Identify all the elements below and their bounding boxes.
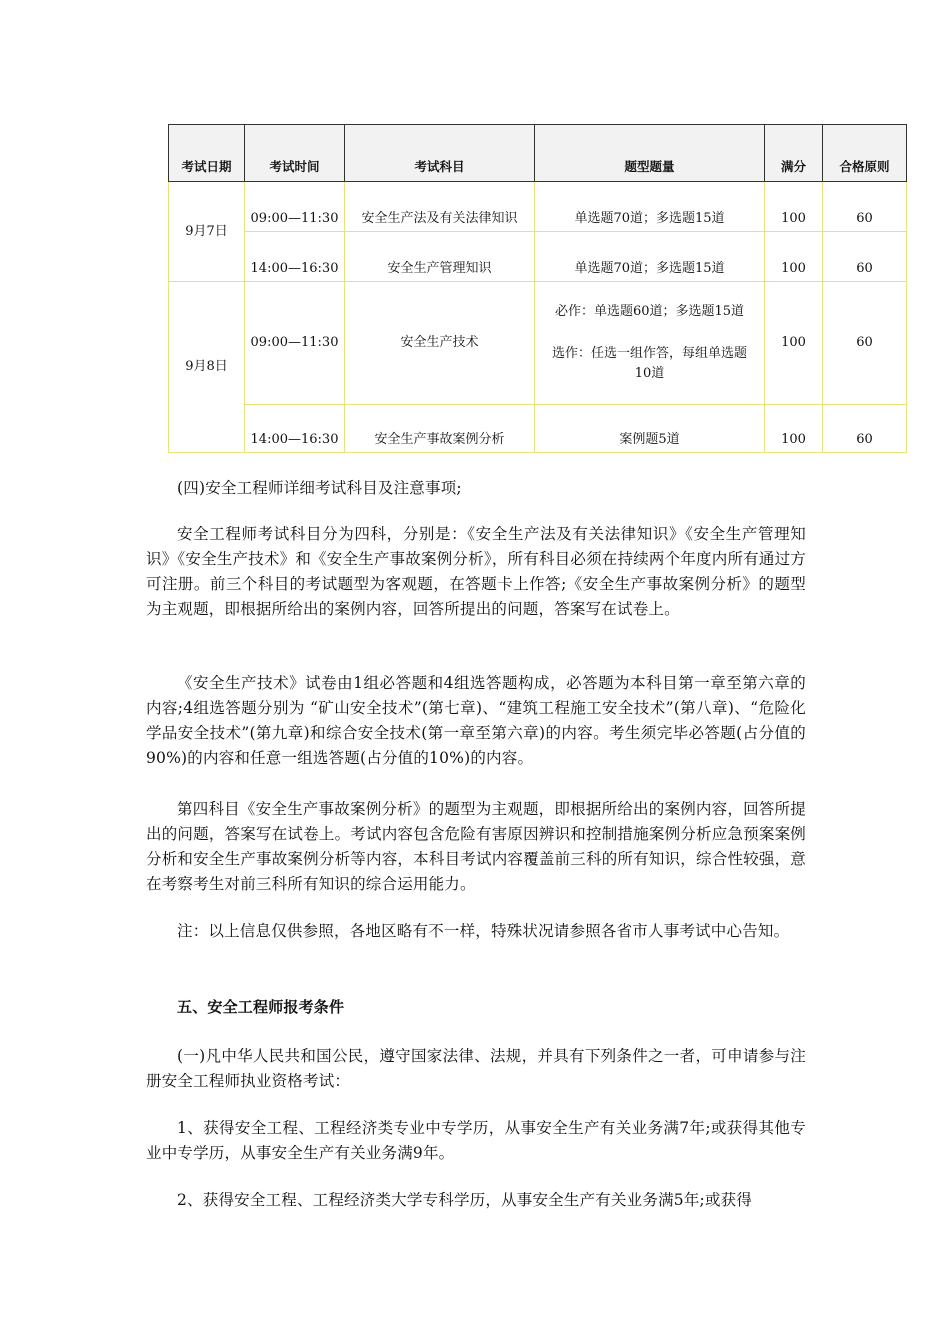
section-subheading-4: (四)安全工程师详细考试科目及注意事项; (177, 479, 462, 497)
header-question-types: 题型题量 (535, 125, 765, 182)
exam-date-cell: 9月8日 (169, 282, 245, 453)
optional-questions-text: 选作：任选一组作答，每组单选题10道 (551, 346, 747, 381)
paragraph-condition-2: 2、获得安全工程、工程经济类大学专科学历，从事安全生产有关业务满5年;或获得 (177, 1191, 753, 1209)
table-header-row (169, 125, 907, 182)
section-heading-5: 五、安全工程师报考条件 (177, 998, 345, 1016)
table-row (169, 182, 907, 232)
question-types-cell: 单选题70道；多选题15道 (535, 232, 765, 282)
required-questions-text: 必作：单选题60道；多选题15道 (554, 304, 745, 319)
pass-score-cell: 60 (823, 232, 907, 282)
header-full-score: 满分 (765, 125, 823, 182)
paragraph-case-analysis: 第四科目《安全生产事故案例分析》的题型为主观题，即根据所给出的案例内容，回答所提出的问题，答案写在试卷上。考试内容包含危险有害原因辨识和控制措施案例分析应急预案案例分析和安全生产事故案例分析等内容，本科目考试内容覆盖前三科的所有知识，综合性较强，意在考察考生对前三科所有知识的综合运用能力。 (146, 800, 806, 893)
table-row (169, 405, 907, 453)
header-pass-score: 合格原则 (823, 125, 907, 182)
exam-subject-cell: 安全生产管理知识 (345, 232, 535, 282)
paragraph-note: 注：以上信息仅供参照，各地区略有不一样，特殊状况请参照各省市人事考试中心告知。 (177, 922, 790, 940)
exam-time-cell: 09:00—11:30 (245, 182, 345, 232)
paragraph-subjects-overview: 安全工程师考试科目分为四科，分别是：《安全生产法及有关法律知识》《安全生产管理知识》《安全生产技术》和《安全生产事故案例分析》，所有科目必须在持续两个年度内所有通过方可注册。前三个科目的考试题型为客观题，在答题卡上作答;《安全生产事故案例分析》的题型为主观题，即根据所给出的案例内容，回答所提出的问题，答案写在试卷上。 (146, 525, 806, 618)
question-types-cell: 案例题5道 (535, 405, 765, 453)
full-score-cell: 100 (765, 182, 823, 232)
paragraph-condition-1: 1、获得安全工程、工程经济类专业中专学历，从事安全生产有关业务满7年;或获得其他专业中专学历，从事安全生产有关业务满9年。 (146, 1119, 806, 1162)
table-row (169, 232, 907, 282)
question-types-cell: 单选题70道；多选题15道 (535, 182, 765, 232)
full-score-cell: 100 (765, 282, 823, 405)
pass-score-cell: 60 (823, 182, 907, 232)
exam-time-cell: 14:00—16:30 (245, 232, 345, 282)
exam-subject-cell: 安全生产技术 (345, 282, 535, 405)
paragraph-technology-exam: 《安全生产技术》试卷由1组必答题和4组选答题构成，必答题为本科目第一章至第六章的内容;4组选答题分别为 “矿山安全技术”(第七章)、“建筑工程施工安全技术”(第八章)、“危险化学品安全技术”(第九章)和综合安全技术(第一章至第六章)的内容。考生须完毕必答题(占分值的90%)的内容和任意一组选答题(占分值的10%)的内容。 (146, 674, 806, 767)
exam-subject-cell: 安全生产事故案例分析 (345, 405, 535, 453)
question-types-cell (535, 282, 765, 405)
full-score-cell: 100 (765, 232, 823, 282)
exam-schedule-table (168, 124, 907, 453)
exam-time-cell: 09:00—11:30 (245, 282, 345, 405)
table-row (169, 282, 907, 405)
pass-score-cell: 60 (823, 405, 907, 453)
exam-subject-cell: 安全生产法及有关法律知识 (345, 182, 535, 232)
full-score-cell: 100 (765, 405, 823, 453)
paragraph-eligibility-intro: (一)凡中华人民共和国公民，遵守国家法律、法规，并具有下列条件之一者，可申请参与注册安全工程师执业资格考试： (146, 1047, 806, 1090)
header-exam-date: 考试日期 (169, 125, 245, 182)
exam-time-cell: 14:00—16:30 (245, 405, 345, 453)
header-exam-time: 考试时间 (245, 125, 345, 182)
pass-score-cell: 60 (823, 282, 907, 405)
exam-date-cell: 9月7日 (169, 182, 245, 282)
header-exam-subject: 考试科目 (345, 125, 535, 182)
